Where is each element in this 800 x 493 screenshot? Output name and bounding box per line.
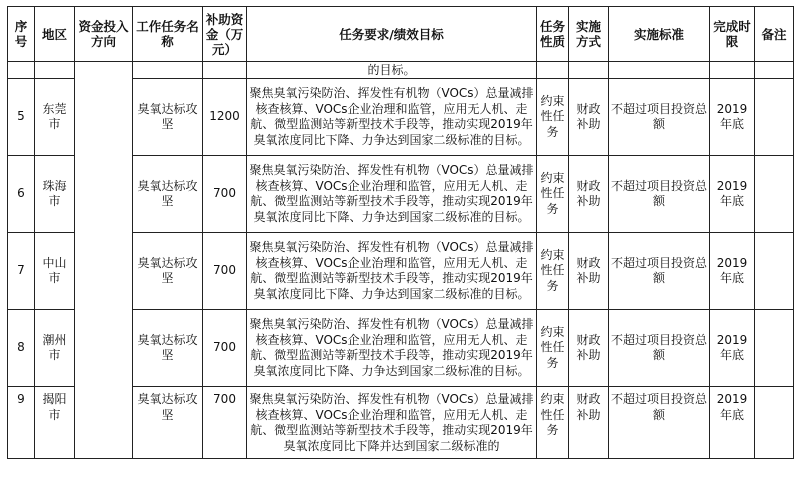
cell-method: 财政补助 — [569, 310, 609, 387]
cell-standard: 不超过项目投资总额 — [609, 233, 710, 310]
cell-remark — [755, 79, 794, 156]
cell-standard: 不超过项目投资总额 — [609, 156, 710, 233]
cell-method: 财政补助 — [569, 233, 609, 310]
cell-empty — [537, 62, 569, 79]
cell-standard: 不超过项目投资总额 — [609, 79, 710, 156]
cell-subsidy: 700 — [203, 156, 247, 233]
header-region: 地区 — [35, 7, 75, 62]
cell-empty — [710, 62, 755, 79]
cell-region: 揭阳市 — [35, 387, 75, 459]
cell-requirement: 聚焦臭氧污染防治、挥发性有机物（VOCs）总量减排核查核算、VOCs企业治理和监管，应用无人机、走航、微型监测站等新型技术手段等，推动实现2019年臭氧浓度同比下降、力争达到国家二级标准的目标。 — [247, 156, 537, 233]
header-requirement: 任务要求/绩效目标 — [247, 7, 537, 62]
cell-empty — [35, 62, 75, 79]
cell-requirement: 聚焦臭氧污染防治、挥发性有机物（VOCs）总量减排核查核算、VOCs企业治理和监管，应用无人机、走航、微型监测站等新型技术手段等，推动实现2019年臭氧浓度同比下降、力争达到国家二级标准的目标。 — [247, 79, 537, 156]
cell-subsidy: 700 — [203, 310, 247, 387]
cell-no: 7 — [8, 233, 35, 310]
cell-nature: 约束性任务 — [537, 310, 569, 387]
cell-nature: 约束性任务 — [537, 156, 569, 233]
cell-empty — [133, 62, 203, 79]
header-row — [8, 7, 794, 62]
cell-empty — [8, 62, 35, 79]
cell-nature: 约束性任务 — [537, 387, 569, 459]
cell-nature: 约束性任务 — [537, 79, 569, 156]
header-method: 实施方式 — [569, 7, 609, 62]
cell-task: 臭氧达标攻坚 — [133, 310, 203, 387]
cell-region: 珠海市 — [35, 156, 75, 233]
direction-merged-cell — [75, 62, 133, 459]
cell-standard: 不超过项目投资总额 — [609, 310, 710, 387]
cell-method: 财政补助 — [569, 79, 609, 156]
cell-empty — [755, 62, 794, 79]
cell-remark — [755, 233, 794, 310]
cell-empty — [609, 62, 710, 79]
cell-region: 潮州市 — [35, 310, 75, 387]
cell-standard: 不超过项目投资总额 — [609, 387, 710, 459]
header-remark: 备注 — [755, 7, 794, 62]
header-standard: 实施标准 — [609, 7, 710, 62]
cell-no: 8 — [8, 310, 35, 387]
cell-remark — [755, 310, 794, 387]
cell-no: 6 — [8, 156, 35, 233]
cell-empty — [569, 62, 609, 79]
header-direction: 资金投入方向 — [75, 7, 133, 62]
cell-task: 臭氧达标攻坚 — [133, 387, 203, 459]
cell-task: 臭氧达标攻坚 — [133, 79, 203, 156]
header-subsidy: 补助资金（万元） — [203, 7, 247, 62]
funding-task-table — [7, 6, 794, 459]
cell-region: 中山市 — [35, 233, 75, 310]
cell-task: 臭氧达标攻坚 — [133, 156, 203, 233]
cell-deadline: 2019年底 — [710, 79, 755, 156]
cell-task: 臭氧达标攻坚 — [133, 233, 203, 310]
cell-subsidy: 700 — [203, 387, 247, 459]
cell-region: 东莞市 — [35, 79, 75, 156]
cell-subsidy: 1200 — [203, 79, 247, 156]
header-no: 序号 — [8, 7, 35, 62]
cell-method: 财政补助 — [569, 387, 609, 459]
cell-deadline: 2019年底 — [710, 310, 755, 387]
cell-deadline: 2019年底 — [710, 387, 755, 459]
cell-remark — [755, 387, 794, 459]
header-nature: 任务性质 — [537, 7, 569, 62]
cell-subsidy: 700 — [203, 233, 247, 310]
continuation-row — [8, 62, 794, 79]
cell-deadline: 2019年底 — [710, 233, 755, 310]
continuation-text: 的目标。 — [247, 62, 537, 79]
header-task: 工作任务名称 — [133, 7, 203, 62]
cell-empty — [203, 62, 247, 79]
cell-remark — [755, 156, 794, 233]
cell-deadline: 2019年底 — [710, 156, 755, 233]
header-deadline: 完成时限 — [710, 7, 755, 62]
cell-nature: 约束性任务 — [537, 233, 569, 310]
cell-no: 5 — [8, 79, 35, 156]
cell-method: 财政补助 — [569, 156, 609, 233]
cell-requirement: 聚焦臭氧污染防治、挥发性有机物（VOCs）总量减排核查核算、VOCs企业治理和监管，应用无人机、走航、微型监测站等新型技术手段等，推动实现2019年臭氧浓度同比下降并达到国家二级标准的 — [247, 387, 537, 459]
cell-no: 9 — [8, 387, 35, 459]
cell-requirement: 聚焦臭氧污染防治、挥发性有机物（VOCs）总量减排核查核算、VOCs企业治理和监管，应用无人机、走航、微型监测站等新型技术手段等，推动实现2019年臭氧浓度同比下降、力争达到国家二级标准的目标。 — [247, 233, 537, 310]
cell-requirement: 聚焦臭氧污染防治、挥发性有机物（VOCs）总量减排核查核算、VOCs企业治理和监管，应用无人机、走航、微型监测站等新型技术手段等，推动实现2019年臭氧浓度同比下降、力争达到国家二级标准的目标。 — [247, 310, 537, 387]
